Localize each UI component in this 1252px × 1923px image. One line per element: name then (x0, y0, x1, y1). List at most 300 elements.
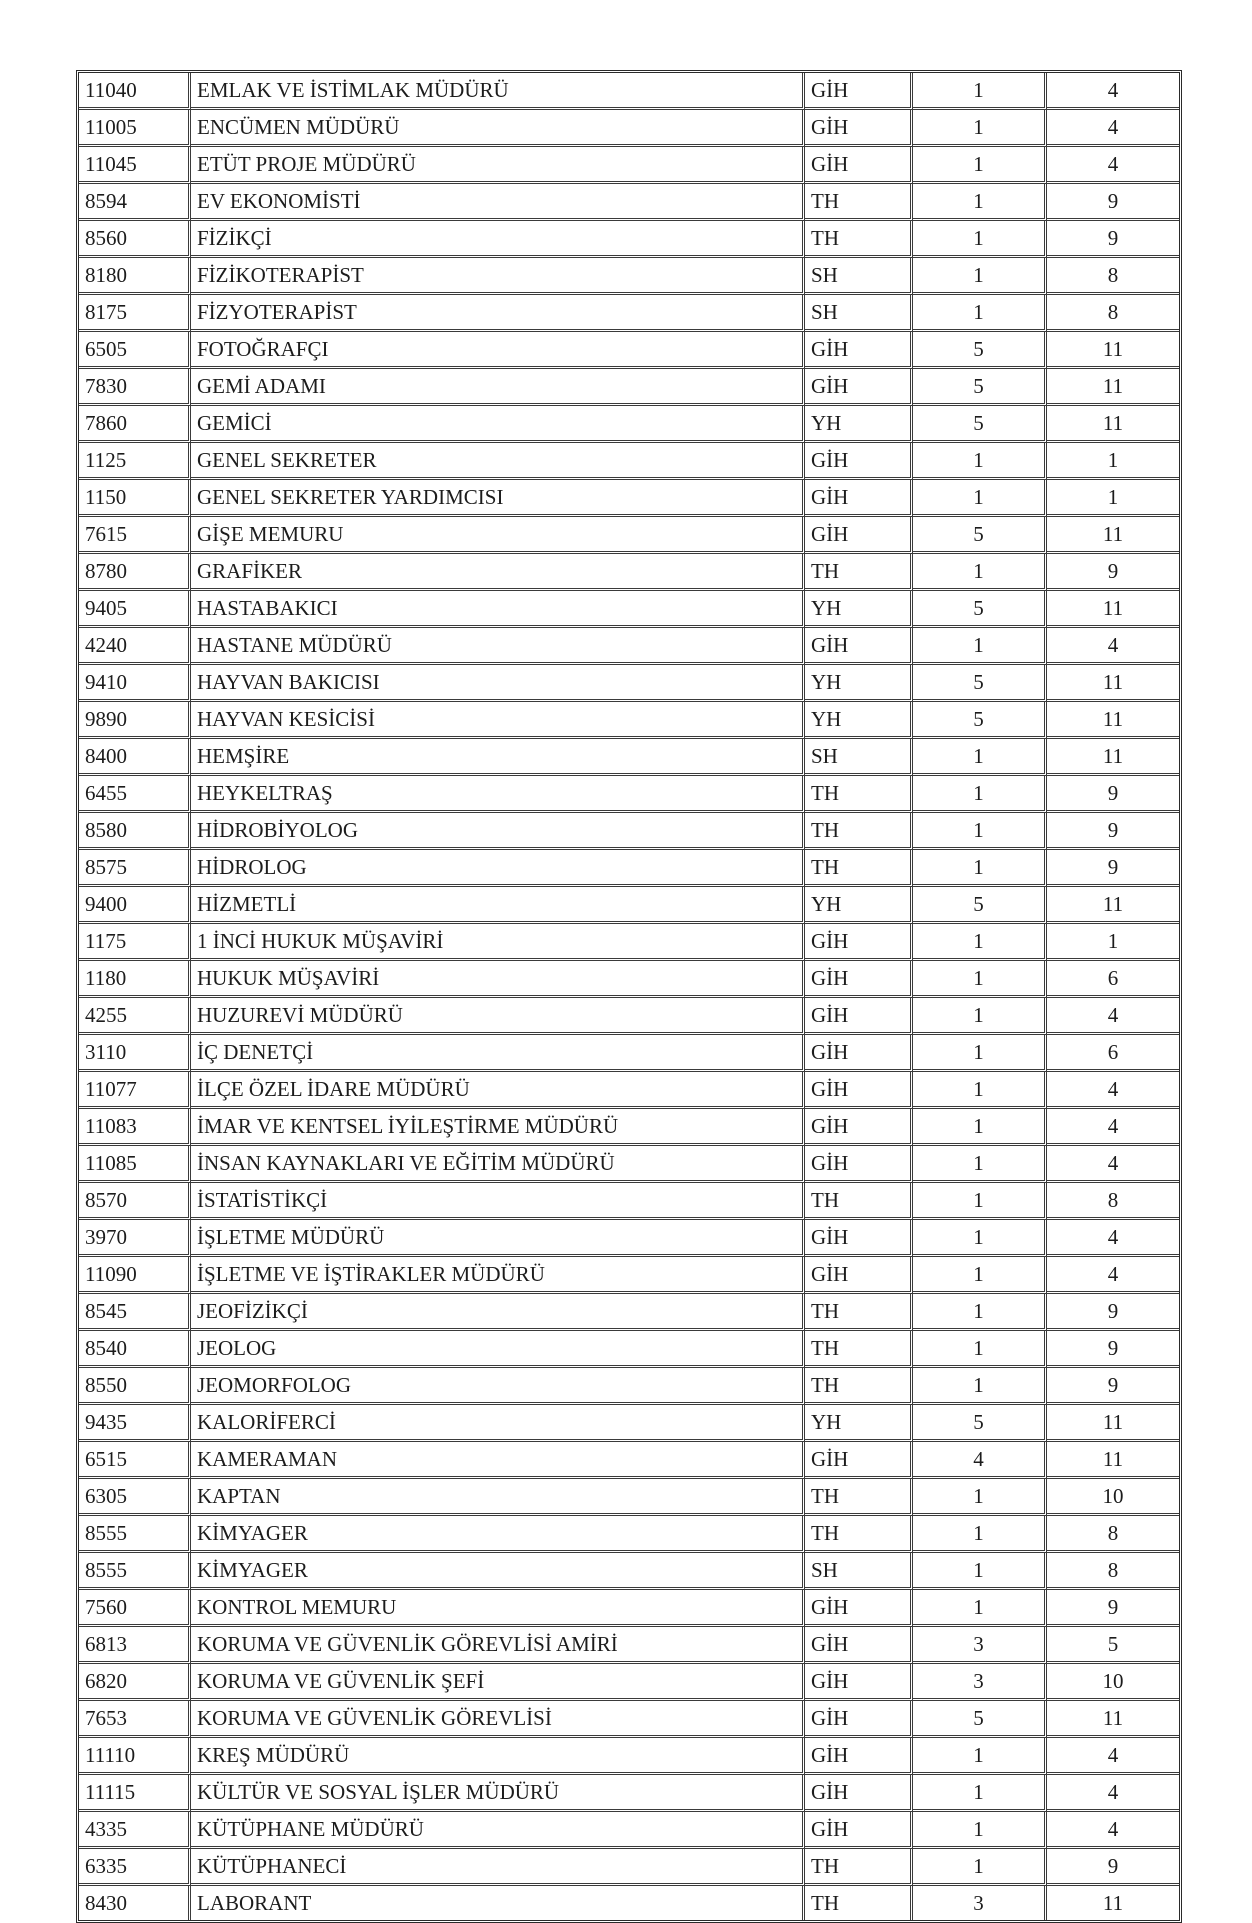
title-name-cell: HUZUREVİ MÜDÜRÜ (191, 998, 805, 1035)
group-cell: 1 (913, 1257, 1047, 1294)
degree-cell: 11 (1047, 332, 1179, 369)
title-code-cell: 6820 (79, 1664, 191, 1701)
group-cell: 5 (913, 369, 1047, 406)
title-name-cell: FİZİKOTERAPİST (191, 258, 805, 295)
table-row (79, 1516, 1179, 1553)
service-class-cell: SH (805, 739, 913, 776)
table-row (79, 1146, 1179, 1183)
service-class-cell: TH (805, 184, 913, 221)
degree-cell: 8 (1047, 1516, 1179, 1553)
group-cell: 1 (913, 73, 1047, 110)
title-code-cell: 8594 (79, 184, 191, 221)
title-code-cell: 8430 (79, 1886, 191, 1920)
service-class-cell: YH (805, 665, 913, 702)
service-class-cell: TH (805, 554, 913, 591)
title-code-cell: 8550 (79, 1368, 191, 1405)
title-name-cell: ETÜT PROJE MÜDÜRÜ (191, 147, 805, 184)
table-row (79, 184, 1179, 221)
group-cell: 1 (913, 813, 1047, 850)
title-code-cell: 8555 (79, 1516, 191, 1553)
group-cell: 5 (913, 1701, 1047, 1738)
table-row (79, 1331, 1179, 1368)
table-row (79, 1664, 1179, 1701)
title-code-cell: 8540 (79, 1331, 191, 1368)
table-row (79, 1849, 1179, 1886)
table-row (79, 1553, 1179, 1590)
degree-cell: 4 (1047, 998, 1179, 1035)
title-name-cell: İŞLETME MÜDÜRÜ (191, 1220, 805, 1257)
table-row (79, 1590, 1179, 1627)
table-row (79, 1812, 1179, 1849)
title-name-cell: KÜTÜPHANECİ (191, 1849, 805, 1886)
service-class-cell: TH (805, 850, 913, 887)
table-row (79, 1183, 1179, 1220)
group-cell: 5 (913, 887, 1047, 924)
group-cell: 1 (913, 184, 1047, 221)
table-row (79, 850, 1179, 887)
group-cell: 1 (913, 776, 1047, 813)
degree-cell: 9 (1047, 1590, 1179, 1627)
group-cell: 3 (913, 1627, 1047, 1664)
title-name-cell: JEOFİZİKÇİ (191, 1294, 805, 1331)
title-code-cell: 1180 (79, 961, 191, 998)
title-name-cell: HUKUK MÜŞAVİRİ (191, 961, 805, 998)
service-class-cell: YH (805, 591, 913, 628)
group-cell: 1 (913, 1812, 1047, 1849)
table-row (79, 1035, 1179, 1072)
title-name-cell: KORUMA VE GÜVENLİK GÖREVLİSİ AMİRİ (191, 1627, 805, 1664)
table-row (79, 221, 1179, 258)
title-code-cell: 11005 (79, 110, 191, 147)
title-code-cell: 8175 (79, 295, 191, 332)
group-cell: 1 (913, 1775, 1047, 1812)
degree-cell: 9 (1047, 1368, 1179, 1405)
table-row (79, 702, 1179, 739)
table-row (79, 1072, 1179, 1109)
service-class-cell: GİH (805, 1812, 913, 1849)
service-class-cell: GİH (805, 1146, 913, 1183)
table-row (79, 1405, 1179, 1442)
group-cell: 1 (913, 1331, 1047, 1368)
title-code-cell: 3110 (79, 1035, 191, 1072)
title-name-cell: GENEL SEKRETER (191, 443, 805, 480)
title-name-cell: EMLAK VE İSTİMLAK MÜDÜRÜ (191, 73, 805, 110)
service-class-cell: TH (805, 1183, 913, 1220)
service-class-cell: GİH (805, 110, 913, 147)
title-name-cell: KAMERAMAN (191, 1442, 805, 1479)
title-code-cell: 11040 (79, 73, 191, 110)
title-name-cell: HASTABAKICI (191, 591, 805, 628)
table-row (79, 147, 1179, 184)
degree-cell: 11 (1047, 739, 1179, 776)
group-cell: 1 (913, 295, 1047, 332)
title-name-cell: KALORİFERCİ (191, 1405, 805, 1442)
degree-cell: 9 (1047, 1294, 1179, 1331)
group-cell: 1 (913, 1553, 1047, 1590)
service-class-cell: TH (805, 776, 913, 813)
table-row (79, 443, 1179, 480)
service-class-cell: GİH (805, 1442, 913, 1479)
group-cell: 1 (913, 147, 1047, 184)
title-name-cell: İNSAN KAYNAKLARI VE EĞİTİM MÜDÜRÜ (191, 1146, 805, 1183)
table-row (79, 628, 1179, 665)
degree-cell: 4 (1047, 73, 1179, 110)
service-class-cell: GİH (805, 924, 913, 961)
group-cell: 1 (913, 110, 1047, 147)
group-cell: 1 (913, 1146, 1047, 1183)
degree-cell: 1 (1047, 480, 1179, 517)
group-cell: 1 (913, 628, 1047, 665)
degree-cell: 9 (1047, 554, 1179, 591)
degree-cell: 11 (1047, 665, 1179, 702)
title-name-cell: İÇ DENETÇİ (191, 1035, 805, 1072)
group-cell: 5 (913, 702, 1047, 739)
degree-cell: 8 (1047, 1553, 1179, 1590)
group-cell: 1 (913, 258, 1047, 295)
title-code-cell: 9410 (79, 665, 191, 702)
table-row (79, 1701, 1179, 1738)
title-code-cell: 9435 (79, 1405, 191, 1442)
degree-cell: 9 (1047, 1331, 1179, 1368)
service-class-cell: GİH (805, 1701, 913, 1738)
table-row (79, 591, 1179, 628)
title-name-cell: HİZMETLİ (191, 887, 805, 924)
title-code-cell: 3970 (79, 1220, 191, 1257)
service-class-cell: TH (805, 1479, 913, 1516)
group-cell: 3 (913, 1886, 1047, 1920)
degree-cell: 11 (1047, 702, 1179, 739)
group-cell: 1 (913, 1479, 1047, 1516)
group-cell: 1 (913, 1183, 1047, 1220)
degree-cell: 6 (1047, 961, 1179, 998)
service-class-cell: YH (805, 406, 913, 443)
table-row (79, 813, 1179, 850)
service-class-cell: GİH (805, 443, 913, 480)
degree-cell: 1 (1047, 924, 1179, 961)
degree-cell: 4 (1047, 1812, 1179, 1849)
service-class-cell: SH (805, 258, 913, 295)
title-name-cell: LABORANT (191, 1886, 805, 1920)
service-class-cell: GİH (805, 1072, 913, 1109)
title-code-cell: 4240 (79, 628, 191, 665)
service-class-cell: GİH (805, 369, 913, 406)
table-row (79, 1294, 1179, 1331)
degree-cell: 9 (1047, 813, 1179, 850)
title-name-cell: HİDROBİYOLOG (191, 813, 805, 850)
group-cell: 1 (913, 221, 1047, 258)
service-class-cell: TH (805, 1516, 913, 1553)
table-row (79, 1109, 1179, 1146)
group-cell: 5 (913, 406, 1047, 443)
title-code-cell: 8780 (79, 554, 191, 591)
degree-cell: 1 (1047, 443, 1179, 480)
group-cell: 5 (913, 591, 1047, 628)
degree-cell: 4 (1047, 1146, 1179, 1183)
table-row (79, 1257, 1179, 1294)
degree-cell: 11 (1047, 369, 1179, 406)
group-cell: 5 (913, 332, 1047, 369)
title-code-cell: 7860 (79, 406, 191, 443)
table-row (79, 887, 1179, 924)
degree-cell: 4 (1047, 1257, 1179, 1294)
group-cell: 1 (913, 1368, 1047, 1405)
group-cell: 1 (913, 1516, 1047, 1553)
group-cell: 1 (913, 924, 1047, 961)
title-code-cell: 7560 (79, 1590, 191, 1627)
title-code-cell: 8570 (79, 1183, 191, 1220)
table-row (79, 1775, 1179, 1812)
degree-cell: 5 (1047, 1627, 1179, 1664)
title-name-cell: HEMŞİRE (191, 739, 805, 776)
service-class-cell: GİH (805, 73, 913, 110)
degree-cell: 10 (1047, 1479, 1179, 1516)
service-class-cell: GİH (805, 1035, 913, 1072)
group-cell: 1 (913, 998, 1047, 1035)
table-row (79, 1886, 1179, 1920)
group-cell: 1 (913, 961, 1047, 998)
degree-cell: 4 (1047, 1738, 1179, 1775)
title-name-cell: HAYVAN BAKICISI (191, 665, 805, 702)
service-class-cell: SH (805, 1553, 913, 1590)
title-code-cell: 8560 (79, 221, 191, 258)
table-row (79, 1479, 1179, 1516)
table-row (79, 369, 1179, 406)
table-row (79, 665, 1179, 702)
title-name-cell: KORUMA VE GÜVENLİK ŞEFİ (191, 1664, 805, 1701)
table-row (79, 295, 1179, 332)
group-cell: 1 (913, 1849, 1047, 1886)
degree-cell: 4 (1047, 147, 1179, 184)
table-row (79, 480, 1179, 517)
title-name-cell: HİDROLOG (191, 850, 805, 887)
service-class-cell: GİH (805, 332, 913, 369)
degree-cell: 8 (1047, 258, 1179, 295)
degree-cell: 9 (1047, 850, 1179, 887)
title-name-cell: KONTROL MEMURU (191, 1590, 805, 1627)
table-row (79, 776, 1179, 813)
group-cell: 1 (913, 1220, 1047, 1257)
title-name-cell: İMAR VE KENTSEL İYİLEŞTİRME MÜDÜRÜ (191, 1109, 805, 1146)
title-name-cell: KAPTAN (191, 1479, 805, 1516)
service-class-cell: TH (805, 1849, 913, 1886)
table-row (79, 998, 1179, 1035)
group-cell: 4 (913, 1442, 1047, 1479)
service-class-cell: GİH (805, 1738, 913, 1775)
degree-cell: 9 (1047, 1849, 1179, 1886)
service-class-cell: GİH (805, 1590, 913, 1627)
service-class-cell: GİH (805, 1627, 913, 1664)
title-name-cell: GEMİ ADAMI (191, 369, 805, 406)
title-name-cell: GENEL SEKRETER YARDIMCISI (191, 480, 805, 517)
degree-cell: 8 (1047, 1183, 1179, 1220)
degree-cell: 4 (1047, 628, 1179, 665)
table-row (79, 332, 1179, 369)
degree-cell: 11 (1047, 1405, 1179, 1442)
degree-cell: 4 (1047, 1072, 1179, 1109)
group-cell: 1 (913, 1738, 1047, 1775)
service-class-cell: YH (805, 1405, 913, 1442)
title-code-cell: 7615 (79, 517, 191, 554)
group-cell: 1 (913, 1294, 1047, 1331)
title-name-cell: ENCÜMEN MÜDÜRÜ (191, 110, 805, 147)
title-code-cell: 8555 (79, 1553, 191, 1590)
title-name-cell: JEOMORFOLOG (191, 1368, 805, 1405)
group-cell: 5 (913, 517, 1047, 554)
table-row (79, 961, 1179, 998)
title-code-cell: 4335 (79, 1812, 191, 1849)
title-code-cell: 11077 (79, 1072, 191, 1109)
degree-cell: 11 (1047, 517, 1179, 554)
group-cell: 1 (913, 443, 1047, 480)
service-class-cell: TH (805, 221, 913, 258)
group-cell: 1 (913, 850, 1047, 887)
group-cell: 1 (913, 1035, 1047, 1072)
group-cell: 5 (913, 1405, 1047, 1442)
title-code-cell: 8575 (79, 850, 191, 887)
title-code-cell: 11110 (79, 1738, 191, 1775)
title-code-cell: 4255 (79, 998, 191, 1035)
title-name-cell: KİMYAGER (191, 1516, 805, 1553)
title-code-cell: 8180 (79, 258, 191, 295)
title-code-cell: 9400 (79, 887, 191, 924)
table-row (79, 924, 1179, 961)
title-name-cell: KÜTÜPHANE MÜDÜRÜ (191, 1812, 805, 1849)
table-row (79, 406, 1179, 443)
table-body (79, 73, 1179, 1920)
title-name-cell: KÜLTÜR VE SOSYAL İŞLER MÜDÜRÜ (191, 1775, 805, 1812)
service-class-cell: GİH (805, 961, 913, 998)
title-code-cell: 6813 (79, 1627, 191, 1664)
group-cell: 3 (913, 1664, 1047, 1701)
title-code-cell: 6335 (79, 1849, 191, 1886)
title-code-cell: 11045 (79, 147, 191, 184)
degree-cell: 11 (1047, 406, 1179, 443)
degree-cell: 9 (1047, 184, 1179, 221)
title-name-cell: HASTANE MÜDÜRÜ (191, 628, 805, 665)
title-name-cell: İŞLETME VE İŞTİRAKLER MÜDÜRÜ (191, 1257, 805, 1294)
title-name-cell: GRAFİKER (191, 554, 805, 591)
title-code-cell: 8545 (79, 1294, 191, 1331)
title-name-cell: HAYVAN KESİCİSİ (191, 702, 805, 739)
title-name-cell: 1 İNCİ HUKUK MÜŞAVİRİ (191, 924, 805, 961)
table-row (79, 73, 1179, 110)
service-class-cell: GİH (805, 1664, 913, 1701)
title-name-cell: İLÇE ÖZEL İDARE MÜDÜRÜ (191, 1072, 805, 1109)
title-code-cell: 11115 (79, 1775, 191, 1812)
service-class-cell: GİH (805, 1257, 913, 1294)
service-class-cell: GİH (805, 998, 913, 1035)
degree-cell: 4 (1047, 1775, 1179, 1812)
service-class-cell: TH (805, 1331, 913, 1368)
title-code-cell: 1175 (79, 924, 191, 961)
staff-title-table (76, 70, 1182, 1923)
title-code-cell: 8580 (79, 813, 191, 850)
table-row (79, 1738, 1179, 1775)
title-code-cell: 1150 (79, 480, 191, 517)
group-cell: 1 (913, 554, 1047, 591)
title-name-cell: HEYKELTRAŞ (191, 776, 805, 813)
title-code-cell: 6505 (79, 332, 191, 369)
table-row (79, 739, 1179, 776)
title-code-cell: 7653 (79, 1701, 191, 1738)
table-row (79, 110, 1179, 147)
service-class-cell: GİH (805, 628, 913, 665)
group-cell: 1 (913, 1109, 1047, 1146)
degree-cell: 9 (1047, 221, 1179, 258)
service-class-cell: TH (805, 813, 913, 850)
group-cell: 1 (913, 1072, 1047, 1109)
degree-cell: 6 (1047, 1035, 1179, 1072)
group-cell: 5 (913, 665, 1047, 702)
title-code-cell: 8400 (79, 739, 191, 776)
table-row (79, 1442, 1179, 1479)
service-class-cell: GİH (805, 517, 913, 554)
title-code-cell: 11090 (79, 1257, 191, 1294)
degree-cell: 11 (1047, 1442, 1179, 1479)
table-row (79, 258, 1179, 295)
group-cell: 1 (913, 1590, 1047, 1627)
degree-cell: 11 (1047, 887, 1179, 924)
group-cell: 1 (913, 480, 1047, 517)
title-name-cell: KREŞ MÜDÜRÜ (191, 1738, 805, 1775)
table-row (79, 1220, 1179, 1257)
degree-cell: 11 (1047, 591, 1179, 628)
degree-cell: 4 (1047, 110, 1179, 147)
title-name-cell: GİŞE MEMURU (191, 517, 805, 554)
service-class-cell: YH (805, 887, 913, 924)
degree-cell: 11 (1047, 1701, 1179, 1738)
title-name-cell: EV EKONOMİSTİ (191, 184, 805, 221)
title-name-cell: KORUMA VE GÜVENLİK GÖREVLİSİ (191, 1701, 805, 1738)
title-name-cell: GEMİCİ (191, 406, 805, 443)
degree-cell: 10 (1047, 1664, 1179, 1701)
title-name-cell: JEOLOG (191, 1331, 805, 1368)
title-name-cell: İSTATİSTİKÇİ (191, 1183, 805, 1220)
title-code-cell: 6305 (79, 1479, 191, 1516)
service-class-cell: GİH (805, 1220, 913, 1257)
title-name-cell: FİZYOTERAPİST (191, 295, 805, 332)
table-row (79, 517, 1179, 554)
title-name-cell: KİMYAGER (191, 1553, 805, 1590)
table-row (79, 554, 1179, 591)
title-code-cell: 9405 (79, 591, 191, 628)
service-class-cell: YH (805, 702, 913, 739)
service-class-cell: TH (805, 1294, 913, 1331)
service-class-cell: TH (805, 1368, 913, 1405)
title-code-cell: 6515 (79, 1442, 191, 1479)
service-class-cell: SH (805, 295, 913, 332)
degree-cell: 4 (1047, 1109, 1179, 1146)
degree-cell: 4 (1047, 1220, 1179, 1257)
degree-cell: 8 (1047, 295, 1179, 332)
table-row (79, 1627, 1179, 1664)
title-name-cell: FİZİKÇİ (191, 221, 805, 258)
title-code-cell: 11085 (79, 1146, 191, 1183)
service-class-cell: TH (805, 1886, 913, 1920)
service-class-cell: GİH (805, 480, 913, 517)
group-cell: 1 (913, 739, 1047, 776)
degree-cell: 11 (1102, 1891, 1124, 1915)
title-code-cell: 11083 (79, 1109, 191, 1146)
service-class-cell: GİH (805, 147, 913, 184)
title-code-cell: 9890 (79, 702, 191, 739)
title-code-cell: 1125 (79, 443, 191, 480)
title-name-cell: FOTOĞRAFÇI (191, 332, 805, 369)
table-row (79, 1368, 1179, 1405)
title-code-cell: 7830 (79, 369, 191, 406)
degree-cell: 9 (1047, 776, 1179, 813)
service-class-cell: GİH (805, 1775, 913, 1812)
